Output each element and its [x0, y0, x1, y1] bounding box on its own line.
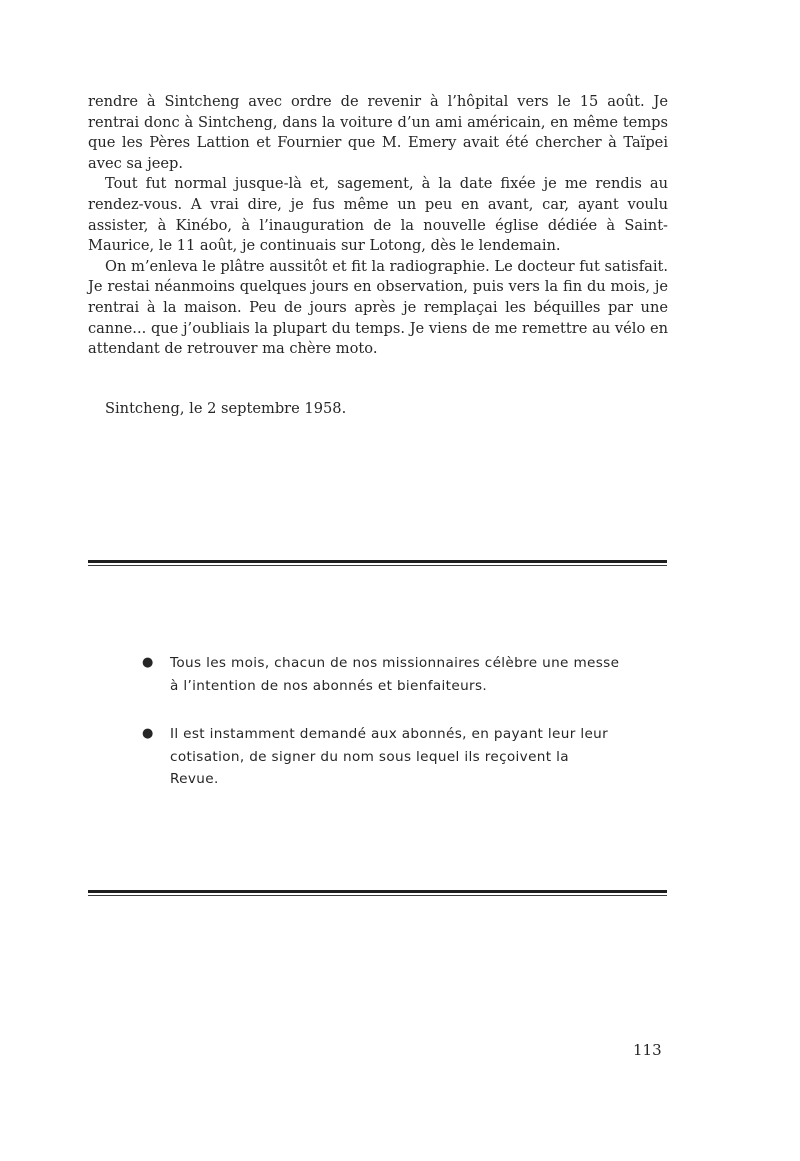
bullet-icon: ●	[142, 726, 154, 741]
notice-item	[142, 723, 622, 791]
article-body	[88, 92, 668, 360]
notice-item	[142, 652, 622, 697]
bottom-divider	[88, 890, 667, 896]
paragraph-1: rendre à Sintcheng avec ordre de revenir à l’hôpital vers le 15 août. Je rentrai donc à Sintcheng, dans la voiture d’un ami américain, en même temps que les Pères Lattion et Fournier que M. Emery avait été chercher à Taïpei avec sa jeep.	[88, 93, 668, 172]
notice-text: Il est instamment demandé aux abonnés, en payant leur leur cotisation, de signer du nom sous lequel ils reçoivent la Revue.	[170, 726, 609, 787]
page-number: 113	[633, 1041, 662, 1059]
paragraph-2: Tout fut normal jusque-là et, sagement, à la date fixée je me rendis au rendez-vous. A vrai dire, je fus même un peu en avant, car, ayant voulu assister, à Kinébo, à l’inauguration de la nouvelle église dédiée à Saint-Maurice, le 11 août, je continuais sur Lotong, dès le lendemain.	[88, 175, 668, 255]
paragraph-3: On m’enleva le plâtre aussitôt et fit la radiographie. Le docteur fut satisfait. Je restai néanmoins quelques jours en observation, puis vers la fin du mois, je rentrai à la maison. Peu de jours après je remplaçai les béquilles par une canne... que j’oubliais la plupart du temps. Je viens de me remettre au vélo en attendant de retrouver ma chère moto.	[88, 257, 668, 358]
notice-text: Tous les mois, chacun de nos missionnaires célèbre une messe à l’intention de nos abonnés et bienfaiteurs.	[170, 655, 620, 694]
bullet-icon: ●	[142, 655, 154, 670]
top-divider	[88, 560, 667, 566]
signature-line: Sintcheng, le 2 septembre 1958.	[105, 400, 347, 417]
